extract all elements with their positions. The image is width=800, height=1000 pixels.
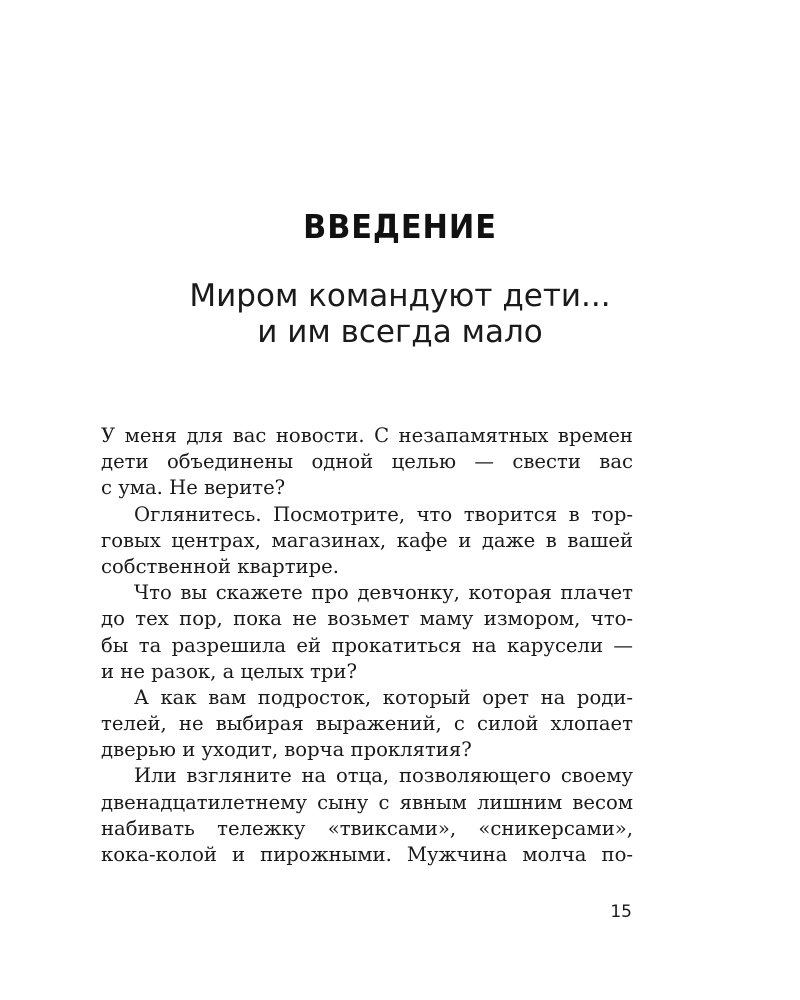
text-line: дети объединены одной целью — свести вас	[101, 450, 633, 474]
text-line: бы та разрешила ей прокатиться на карусели —	[101, 633, 633, 657]
text-line: Или взгляните на отца, позволяющего своему	[134, 764, 633, 788]
subtitle-line-2: и им всегда мало	[257, 314, 543, 350]
chapter-heading: ВВЕДЕНИЕ	[303, 207, 497, 246]
text-line: кока-колой и пирожными. Мужчина молча по-	[101, 843, 633, 866]
text-line: до тех пор, пока не возьмет маму измором, что-	[101, 607, 633, 631]
text-line: Что вы скажете про девчонку, которая плачет	[134, 581, 633, 605]
text-line: и не разок, а целых три?	[101, 659, 357, 683]
text-line: Оглянитесь. Посмотрите, что творится в тор-	[134, 502, 633, 526]
text-line: телей, не выбирая выражений, с силой хлопает	[101, 712, 633, 736]
text-line: собственной квартире.	[101, 554, 339, 578]
text-line: набивать тележку «твиксами», «сникерсами»,	[101, 816, 633, 840]
text-line: У меня для вас новости. С незапамятных времен	[101, 424, 633, 447]
text-line: дверью и уходит, ворча проклятия?	[101, 738, 472, 762]
body-text	[101, 423, 633, 868]
text-line: двенадцатилетнему сыну с явным лишним весом	[101, 790, 633, 814]
text-line: говых центрах, магазинах, кафе и даже в вашей	[101, 528, 633, 552]
text-line: с ума. Не верите?	[101, 476, 286, 500]
page-number: 15	[610, 902, 632, 922]
chapter-subtitle	[0, 278, 800, 350]
subtitle-line-1: Миром командуют дети...	[189, 278, 611, 314]
text-line: А как вам подросток, который орет на роди-	[134, 685, 633, 709]
